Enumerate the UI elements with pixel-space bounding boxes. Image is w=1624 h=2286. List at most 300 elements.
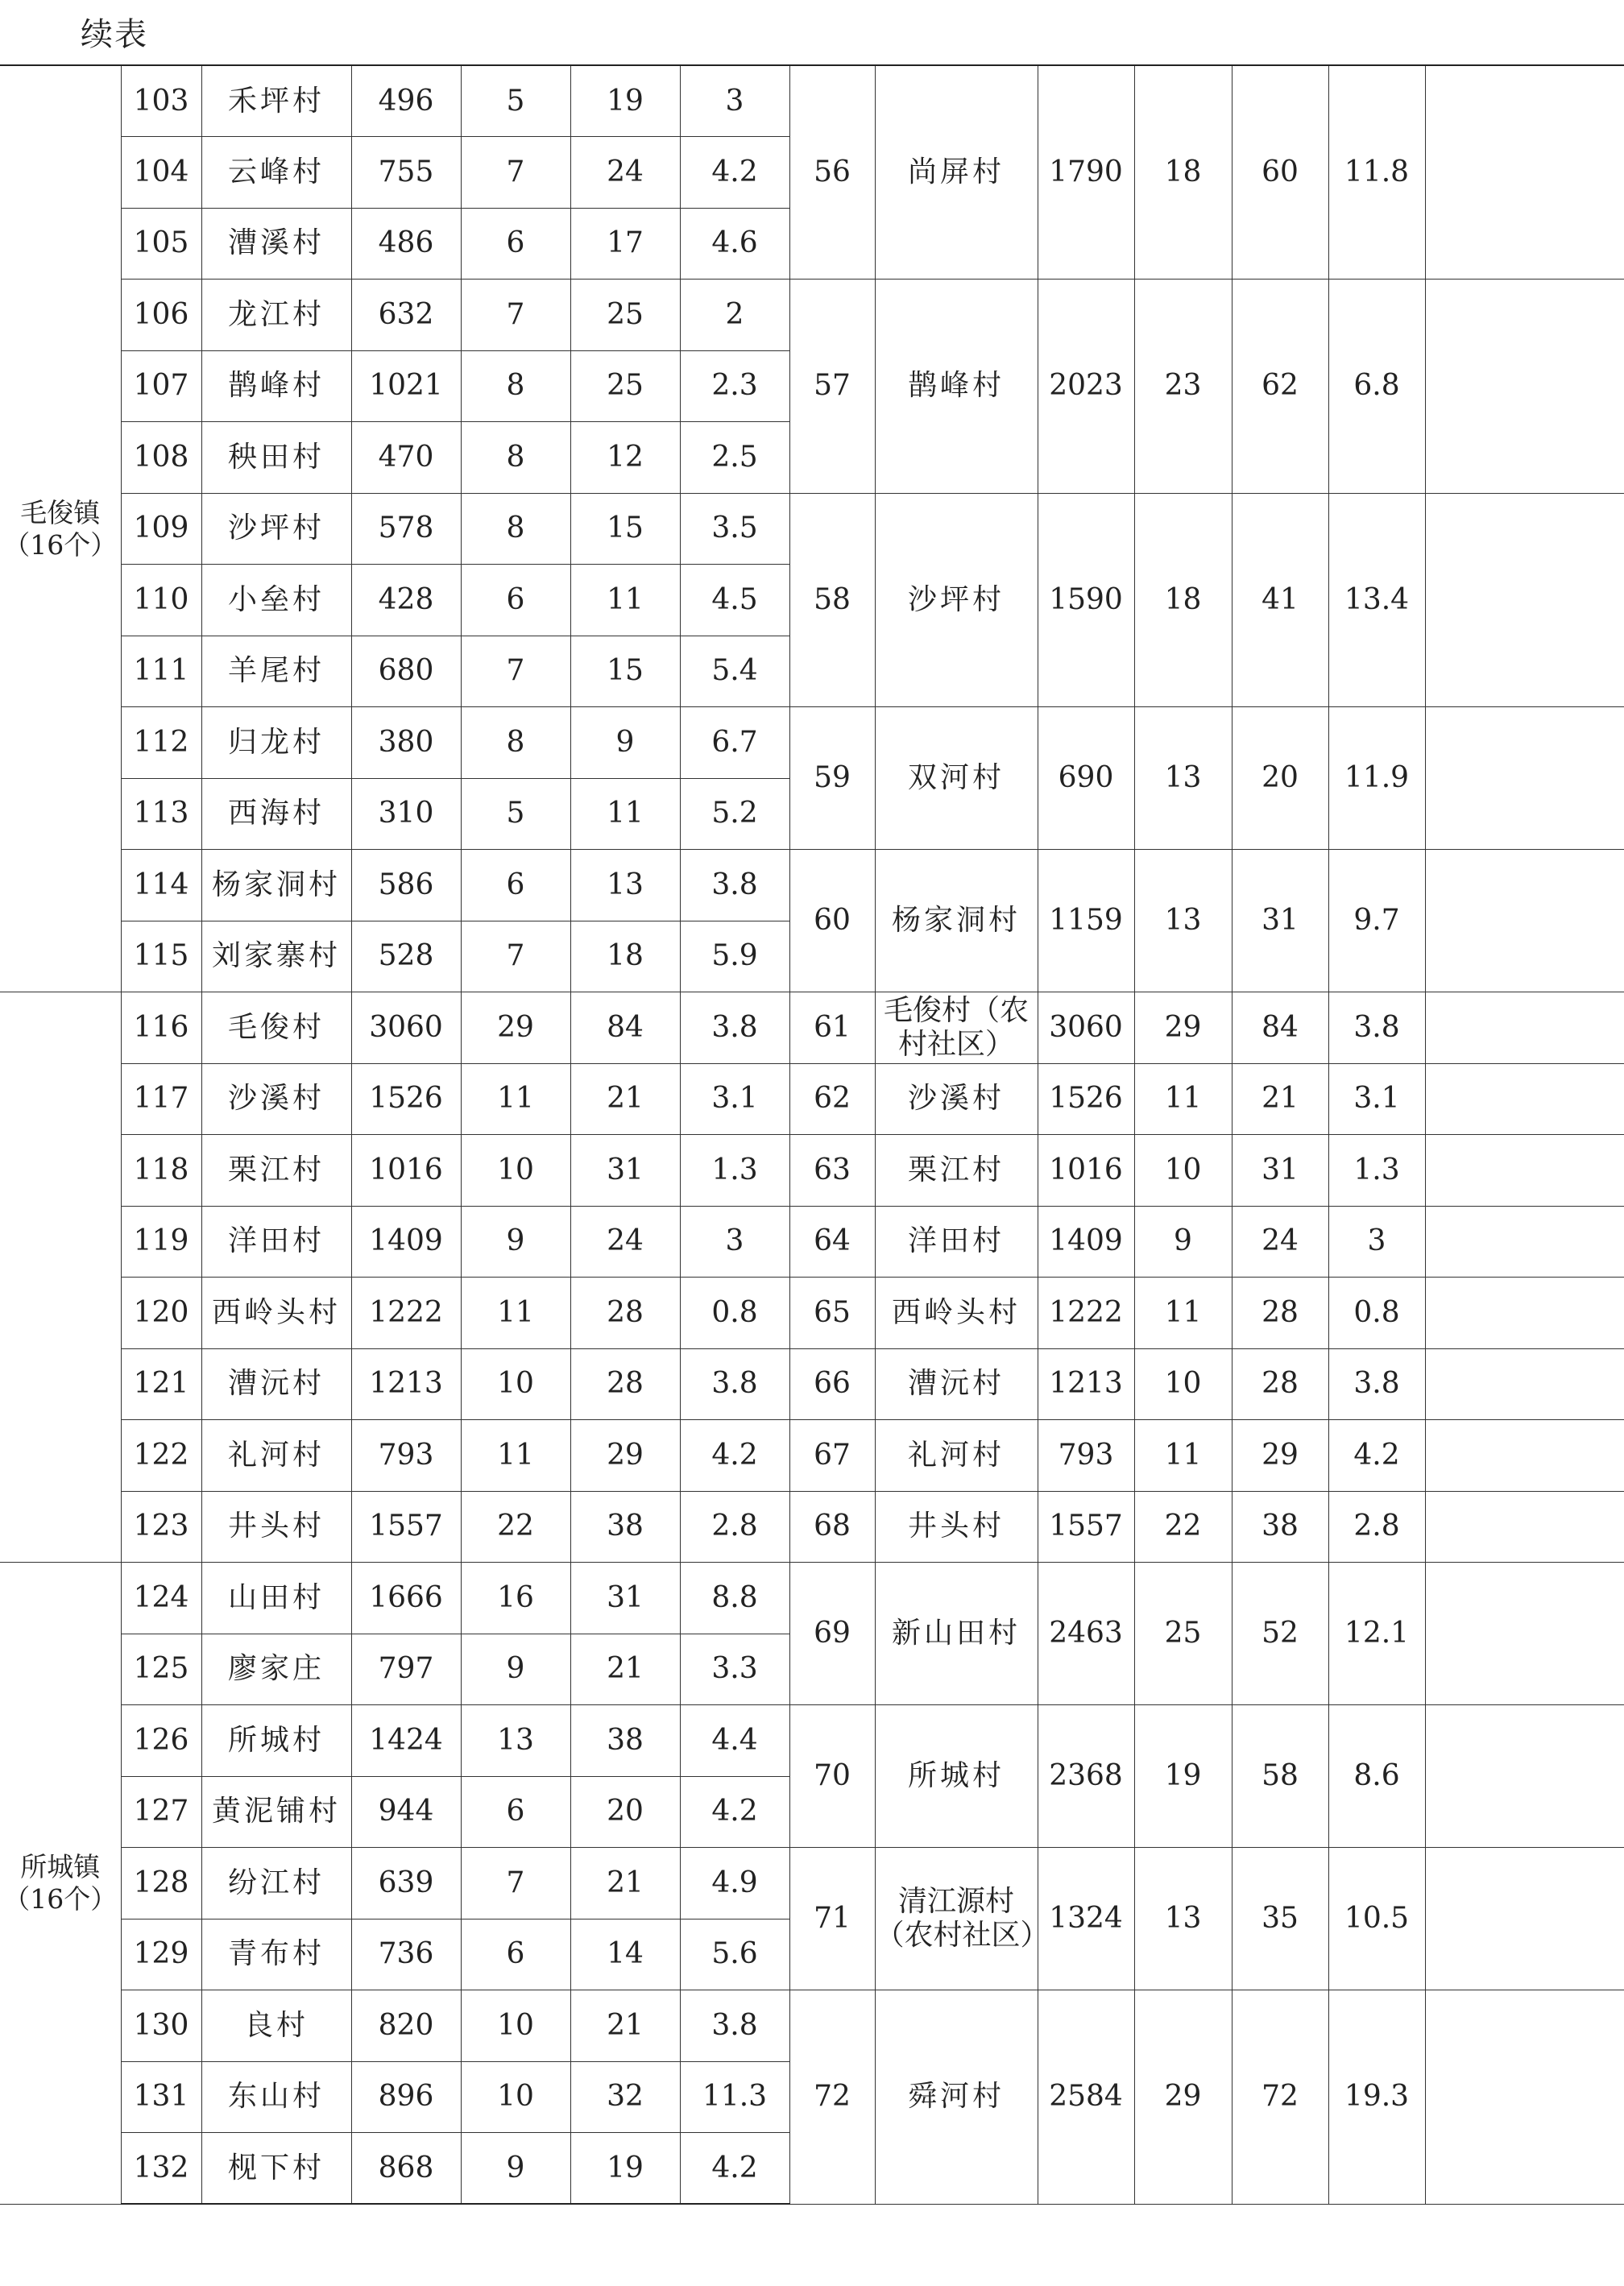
old-village-value-3: 15 — [570, 493, 680, 565]
old-village-name: 枧下村 — [201, 2133, 351, 2205]
new-village-name — [875, 280, 1038, 494]
old-village-value-2: 6 — [461, 850, 570, 921]
old-village-value-3: 29 — [570, 1420, 680, 1492]
remark-cell — [1425, 65, 1624, 280]
new-village-no: 63 — [789, 1135, 875, 1207]
old-village-value-1: 586 — [351, 850, 461, 921]
town-count: （16个） — [3, 1882, 118, 1915]
old-village-name: 栗江村 — [201, 1135, 351, 1207]
new-village-name-line1: 漕沅村 — [907, 1367, 1005, 1401]
old-village-value-4: 3 — [680, 65, 789, 137]
new-village-name-line1: 沙坪村 — [907, 582, 1005, 616]
old-village-value-4: 4.6 — [680, 208, 789, 280]
old-village-value-1: 1021 — [351, 350, 461, 422]
new-village-value-4: 12.1 — [1328, 1563, 1425, 1705]
new-village-no: 58 — [789, 493, 875, 707]
old-village-value-4: 2 — [680, 280, 789, 351]
table-row — [0, 992, 1624, 1064]
new-village-value-4: 11.8 — [1328, 65, 1425, 280]
new-village-value-4: 13.4 — [1328, 493, 1425, 707]
new-village-value-3: 31 — [1232, 850, 1328, 992]
old-village-value-4: 3.5 — [680, 493, 789, 565]
old-village-name: 鹊峰村 — [201, 350, 351, 422]
new-village-value-1: 2584 — [1038, 1990, 1134, 2205]
new-village-value-3: 20 — [1232, 707, 1328, 850]
old-village-value-2: 7 — [461, 1848, 570, 1919]
old-village-value-4: 3.1 — [680, 1063, 789, 1135]
old-village-value-2: 10 — [461, 1348, 570, 1420]
old-village-no: 126 — [121, 1705, 201, 1777]
new-village-name — [875, 1990, 1038, 2205]
old-village-value-1: 755 — [351, 137, 461, 209]
new-village-value-2: 23 — [1134, 280, 1232, 494]
new-village-value-3: 28 — [1232, 1278, 1328, 1349]
old-village-name: 廖家庄 — [201, 1634, 351, 1705]
old-village-no: 124 — [121, 1563, 201, 1634]
new-village-name — [875, 1278, 1038, 1349]
old-village-value-1: 578 — [351, 493, 461, 565]
new-village-value-2: 18 — [1134, 493, 1232, 707]
new-village-value-1: 1159 — [1038, 850, 1134, 992]
new-village-value-4: 3.8 — [1328, 1348, 1425, 1420]
old-village-no: 122 — [121, 1420, 201, 1492]
old-village-no: 103 — [121, 65, 201, 137]
town-name: 毛俊镇 — [20, 496, 101, 528]
old-village-no: 110 — [121, 565, 201, 636]
old-village-name: 东山村 — [201, 2061, 351, 2133]
new-village-name — [875, 1135, 1038, 1207]
old-village-value-1: 1557 — [351, 1491, 461, 1563]
new-village-value-3: 29 — [1232, 1420, 1328, 1492]
old-village-value-2: 7 — [461, 137, 570, 209]
new-village-value-3: 24 — [1232, 1206, 1328, 1278]
new-village-name — [875, 1563, 1038, 1705]
old-village-value-4: 4.5 — [680, 565, 789, 636]
town-count: （16个） — [3, 528, 118, 561]
new-village-no: 66 — [789, 1348, 875, 1420]
old-village-value-4: 4.2 — [680, 1420, 789, 1492]
old-village-value-3: 15 — [570, 636, 680, 707]
new-village-name — [875, 493, 1038, 707]
new-village-value-2: 13 — [1134, 850, 1232, 992]
old-village-no: 109 — [121, 493, 201, 565]
new-village-value-3: 72 — [1232, 1990, 1328, 2205]
new-village-value-1: 1790 — [1038, 65, 1134, 280]
table-row — [0, 1063, 1624, 1135]
old-village-no: 123 — [121, 1491, 201, 1563]
old-village-no: 128 — [121, 1848, 201, 1919]
old-village-name: 西海村 — [201, 778, 351, 850]
new-village-value-4: 11.9 — [1328, 707, 1425, 850]
new-village-value-3: 58 — [1232, 1705, 1328, 1848]
new-village-name — [875, 850, 1038, 992]
new-village-name-line1: 毛俊村（农 — [883, 993, 1029, 1027]
new-village-value-1: 690 — [1038, 707, 1134, 850]
old-village-name: 西岭头村 — [201, 1278, 351, 1349]
old-village-value-3: 19 — [570, 65, 680, 137]
new-village-value-3: 84 — [1232, 992, 1328, 1064]
remark-cell — [1425, 1990, 1624, 2205]
old-village-value-3: 32 — [570, 2061, 680, 2133]
new-village-name-line1: 舜河村 — [907, 2080, 1005, 2114]
new-village-name — [875, 707, 1038, 850]
old-village-value-3: 84 — [570, 992, 680, 1064]
old-village-value-2: 8 — [461, 422, 570, 494]
table-row — [0, 493, 1624, 565]
old-village-value-3: 11 — [570, 778, 680, 850]
new-village-value-2: 25 — [1134, 1563, 1232, 1705]
new-village-value-3: 35 — [1232, 1848, 1328, 1990]
old-village-value-1: 486 — [351, 208, 461, 280]
old-village-value-1: 3060 — [351, 992, 461, 1064]
new-village-name-line1: 井头村 — [907, 1510, 1005, 1543]
old-village-name: 纷江村 — [201, 1848, 351, 1919]
new-village-value-4: 0.8 — [1328, 1278, 1425, 1349]
new-village-value-4: 3.1 — [1328, 1063, 1425, 1135]
new-village-no: 70 — [789, 1705, 875, 1848]
old-village-value-3: 38 — [570, 1705, 680, 1777]
table-row — [0, 280, 1624, 351]
new-village-no: 67 — [789, 1420, 875, 1492]
new-village-value-2: 10 — [1134, 1135, 1232, 1207]
old-village-value-4: 3.8 — [680, 1990, 789, 2062]
old-village-value-4: 8.8 — [680, 1563, 789, 1634]
old-village-value-4: 2.5 — [680, 422, 789, 494]
old-village-value-4: 5.4 — [680, 636, 789, 707]
new-village-value-2: 13 — [1134, 707, 1232, 850]
town-name: 所城镇 — [20, 1850, 101, 1882]
table-row — [0, 1705, 1624, 1777]
old-village-value-4: 5.9 — [680, 921, 789, 992]
new-village-value-2: 10 — [1134, 1348, 1232, 1420]
table-row — [0, 1206, 1624, 1278]
remark-cell — [1425, 1206, 1624, 1278]
remark-cell — [1425, 850, 1624, 992]
remark-cell — [1425, 1491, 1624, 1563]
remark-cell — [1425, 992, 1624, 1064]
new-village-name-line1: 礼河村 — [907, 1438, 1005, 1472]
old-village-value-4: 1.3 — [680, 1135, 789, 1207]
table-row — [0, 1848, 1624, 1919]
remark-cell — [1425, 1705, 1624, 1848]
old-village-value-4: 2.8 — [680, 1491, 789, 1563]
new-village-name-line2: （农村社区） — [875, 1919, 1050, 1952]
old-village-name: 礼河村 — [201, 1420, 351, 1492]
old-village-value-3: 24 — [570, 1206, 680, 1278]
old-village-name: 云峰村 — [201, 137, 351, 209]
new-village-value-4: 9.7 — [1328, 850, 1425, 992]
old-village-value-4: 5.2 — [680, 778, 789, 850]
old-village-value-3: 31 — [570, 1135, 680, 1207]
old-village-value-2: 7 — [461, 636, 570, 707]
new-village-no: 56 — [789, 65, 875, 280]
old-village-value-2: 29 — [461, 992, 570, 1064]
old-village-value-3: 20 — [570, 1776, 680, 1848]
new-village-value-4: 10.5 — [1328, 1848, 1425, 1990]
remark-cell — [1425, 1135, 1624, 1207]
new-village-value-2: 11 — [1134, 1063, 1232, 1135]
new-village-no: 65 — [789, 1278, 875, 1349]
table-row — [0, 1990, 1624, 2062]
new-village-value-2: 9 — [1134, 1206, 1232, 1278]
new-village-name-line1: 所城村 — [907, 1759, 1005, 1792]
old-village-no: 106 — [121, 280, 201, 351]
old-village-value-3: 14 — [570, 1919, 680, 1990]
new-village-no: 60 — [789, 850, 875, 992]
new-village-name — [875, 65, 1038, 280]
new-village-value-4: 2.8 — [1328, 1491, 1425, 1563]
new-village-value-3: 38 — [1232, 1491, 1328, 1563]
new-village-no: 62 — [789, 1063, 875, 1135]
old-village-value-4: 0.8 — [680, 1278, 789, 1349]
remark-cell — [1425, 707, 1624, 850]
old-village-value-2: 10 — [461, 2061, 570, 2133]
old-village-no: 125 — [121, 1634, 201, 1705]
old-village-no: 129 — [121, 1919, 201, 1990]
new-village-name — [875, 992, 1038, 1064]
old-village-name: 沙溪村 — [201, 1063, 351, 1135]
old-village-no: 114 — [121, 850, 201, 921]
old-village-value-3: 21 — [570, 1990, 680, 2062]
old-village-value-3: 21 — [570, 1848, 680, 1919]
remark-cell — [1425, 1348, 1624, 1420]
new-village-name — [875, 1420, 1038, 1492]
old-village-value-2: 6 — [461, 1919, 570, 1990]
old-village-name: 龙江村 — [201, 280, 351, 351]
old-village-value-4: 3 — [680, 1206, 789, 1278]
table-row — [0, 707, 1624, 779]
new-village-no: 71 — [789, 1848, 875, 1990]
new-village-no: 64 — [789, 1206, 875, 1278]
new-village-name — [875, 1848, 1050, 1990]
old-village-no: 132 — [121, 2133, 201, 2205]
old-village-name: 漕溪村 — [201, 208, 351, 280]
old-village-value-1: 1526 — [351, 1063, 461, 1135]
new-village-name-line1: 新山田村 — [891, 1617, 1021, 1650]
old-village-name: 小垒村 — [201, 565, 351, 636]
new-village-value-4: 19.3 — [1328, 1990, 1425, 2205]
new-village-value-4: 4.2 — [1328, 1420, 1425, 1492]
old-village-no: 131 — [121, 2061, 201, 2133]
new-village-value-1: 1222 — [1038, 1278, 1134, 1349]
old-village-value-2: 11 — [461, 1420, 570, 1492]
new-village-name-line1: 尚屏村 — [907, 155, 1005, 188]
old-village-value-2: 8 — [461, 493, 570, 565]
old-village-value-2: 7 — [461, 280, 570, 351]
old-village-name: 毛俊村 — [201, 992, 351, 1064]
new-village-value-2: 29 — [1134, 1990, 1232, 2205]
new-village-value-2: 19 — [1134, 1705, 1232, 1848]
new-village-value-1: 2463 — [1038, 1563, 1134, 1705]
new-village-no: 68 — [789, 1491, 875, 1563]
old-village-name: 沙坪村 — [201, 493, 351, 565]
old-village-value-2: 9 — [461, 2133, 570, 2205]
old-village-value-1: 632 — [351, 280, 461, 351]
old-village-value-2: 8 — [461, 707, 570, 779]
new-village-value-1: 2368 — [1038, 1705, 1134, 1848]
old-village-name: 归龙村 — [201, 707, 351, 779]
old-village-value-1: 528 — [351, 921, 461, 992]
old-village-value-3: 38 — [570, 1491, 680, 1563]
new-village-value-3: 62 — [1232, 280, 1328, 494]
new-village-name — [875, 1063, 1038, 1135]
new-village-value-4: 3 — [1328, 1206, 1425, 1278]
table-row — [0, 1348, 1624, 1420]
new-village-value-2: 22 — [1134, 1491, 1232, 1563]
table-row — [0, 1278, 1624, 1349]
old-village-value-4: 6.7 — [680, 707, 789, 779]
new-village-name — [875, 1348, 1038, 1420]
new-village-value-3: 31 — [1232, 1135, 1328, 1207]
old-village-value-2: 6 — [461, 565, 570, 636]
old-village-name: 刘家寨村 — [201, 921, 351, 992]
new-village-value-2: 13 — [1134, 1848, 1232, 1990]
old-village-value-2: 7 — [461, 921, 570, 992]
old-village-value-1: 1213 — [351, 1348, 461, 1420]
old-village-no: 113 — [121, 778, 201, 850]
old-village-value-1: 1666 — [351, 1563, 461, 1634]
new-village-name-line1: 西岭头村 — [891, 1295, 1021, 1329]
old-village-value-3: 18 — [570, 921, 680, 992]
table-row — [0, 850, 1624, 921]
new-village-name-line2: 村社区） — [897, 1027, 1014, 1061]
old-village-value-2: 5 — [461, 778, 570, 850]
old-village-name: 秧田村 — [201, 422, 351, 494]
remark-cell — [1425, 1278, 1624, 1349]
old-village-value-4: 4.4 — [680, 1705, 789, 1777]
new-village-value-2: 29 — [1134, 992, 1232, 1064]
new-village-value-3: 28 — [1232, 1348, 1328, 1420]
old-village-value-4: 3.8 — [680, 850, 789, 921]
new-village-name-line1: 沙溪村 — [907, 1082, 1005, 1116]
old-village-value-3: 24 — [570, 137, 680, 209]
table-row — [0, 1491, 1624, 1563]
old-village-value-4: 4.2 — [680, 2133, 789, 2205]
old-village-value-4: 4.2 — [680, 1776, 789, 1848]
old-village-value-1: 1409 — [351, 1206, 461, 1278]
old-village-value-2: 10 — [461, 1135, 570, 1207]
new-village-no: 57 — [789, 280, 875, 494]
old-village-value-3: 17 — [570, 208, 680, 280]
old-village-value-3: 12 — [570, 422, 680, 494]
old-village-value-1: 868 — [351, 2133, 461, 2205]
old-village-value-1: 680 — [351, 636, 461, 707]
new-village-name-line1: 鹊峰村 — [907, 369, 1005, 403]
old-village-value-3: 21 — [570, 1634, 680, 1705]
old-village-name: 漕沅村 — [201, 1348, 351, 1420]
old-village-value-1: 1424 — [351, 1705, 461, 1777]
old-village-name: 青布村 — [201, 1919, 351, 1990]
new-village-name-line1: 双河村 — [907, 761, 1005, 794]
new-village-value-1: 1526 — [1038, 1063, 1134, 1135]
old-village-value-2: 16 — [461, 1563, 570, 1634]
new-village-no: 59 — [789, 707, 875, 850]
old-village-value-2: 6 — [461, 1776, 570, 1848]
old-village-value-3: 9 — [570, 707, 680, 779]
new-village-value-4: 6.8 — [1328, 280, 1425, 494]
old-village-no: 108 — [121, 422, 201, 494]
table-row — [0, 1563, 1624, 1634]
remark-cell — [1425, 1063, 1624, 1135]
new-village-value-2: 11 — [1134, 1278, 1232, 1349]
remark-cell — [1425, 280, 1624, 494]
old-village-value-1: 496 — [351, 65, 461, 137]
town-cell — [0, 1563, 121, 2205]
new-village-no: 69 — [789, 1563, 875, 1705]
old-village-value-1: 896 — [351, 2061, 461, 2133]
old-village-value-1: 797 — [351, 1634, 461, 1705]
old-village-value-1: 1016 — [351, 1135, 461, 1207]
old-village-value-2: 22 — [461, 1491, 570, 1563]
table-row — [0, 1135, 1624, 1207]
old-village-value-4: 11.3 — [680, 2061, 789, 2133]
old-village-value-2: 5 — [461, 65, 570, 137]
old-village-value-1: 310 — [351, 778, 461, 850]
old-village-name: 禾坪村 — [201, 65, 351, 137]
new-village-value-4: 8.6 — [1328, 1705, 1425, 1848]
old-village-no: 117 — [121, 1063, 201, 1135]
remark-cell — [1425, 1563, 1624, 1705]
old-village-no: 111 — [121, 636, 201, 707]
new-village-value-1: 1213 — [1038, 1348, 1134, 1420]
old-village-no: 104 — [121, 137, 201, 209]
new-village-name — [875, 1705, 1038, 1848]
village-merge-table — [0, 64, 1624, 2205]
old-village-value-3: 31 — [570, 1563, 680, 1634]
old-village-value-2: 9 — [461, 1634, 570, 1705]
old-village-no: 112 — [121, 707, 201, 779]
remark-cell — [1425, 1848, 1624, 1990]
new-village-value-1: 1016 — [1038, 1135, 1134, 1207]
old-village-value-1: 820 — [351, 1990, 461, 2062]
new-village-value-1: 1409 — [1038, 1206, 1134, 1278]
old-village-value-1: 380 — [351, 707, 461, 779]
old-village-value-4: 3.8 — [680, 1348, 789, 1420]
old-village-value-1: 793 — [351, 1420, 461, 1492]
new-village-name-line1: 清江源村 — [897, 1885, 1014, 1918]
old-village-name: 山田村 — [201, 1563, 351, 1634]
old-village-value-2: 13 — [461, 1705, 570, 1777]
new-village-value-1: 1557 — [1038, 1491, 1134, 1563]
table-row — [0, 1420, 1624, 1492]
new-village-name — [875, 1206, 1038, 1278]
old-village-value-2: 9 — [461, 1206, 570, 1278]
old-village-no: 107 — [121, 350, 201, 422]
old-village-value-4: 4.9 — [680, 1848, 789, 1919]
old-village-value-1: 944 — [351, 1776, 461, 1848]
old-village-no: 127 — [121, 1776, 201, 1848]
old-village-value-2: 10 — [461, 1990, 570, 2062]
new-village-value-1: 793 — [1038, 1420, 1134, 1492]
old-village-no: 119 — [121, 1206, 201, 1278]
new-village-value-3: 21 — [1232, 1063, 1328, 1135]
old-village-value-2: 8 — [461, 350, 570, 422]
old-village-value-4: 5.6 — [680, 1919, 789, 1990]
new-village-value-1: 1590 — [1038, 493, 1134, 707]
new-village-value-2: 18 — [1134, 65, 1232, 280]
new-village-no: 61 — [789, 992, 875, 1064]
old-village-value-4: 2.3 — [680, 350, 789, 422]
new-village-value-1: 2023 — [1038, 280, 1134, 494]
old-village-value-2: 11 — [461, 1063, 570, 1135]
old-village-name: 羊尾村 — [201, 636, 351, 707]
new-village-no: 72 — [789, 1990, 875, 2205]
remark-cell — [1425, 1420, 1624, 1492]
old-village-value-4: 3.3 — [680, 1634, 789, 1705]
old-village-value-3: 21 — [570, 1063, 680, 1135]
old-village-value-4: 4.2 — [680, 137, 789, 209]
old-village-name: 洋田村 — [201, 1206, 351, 1278]
